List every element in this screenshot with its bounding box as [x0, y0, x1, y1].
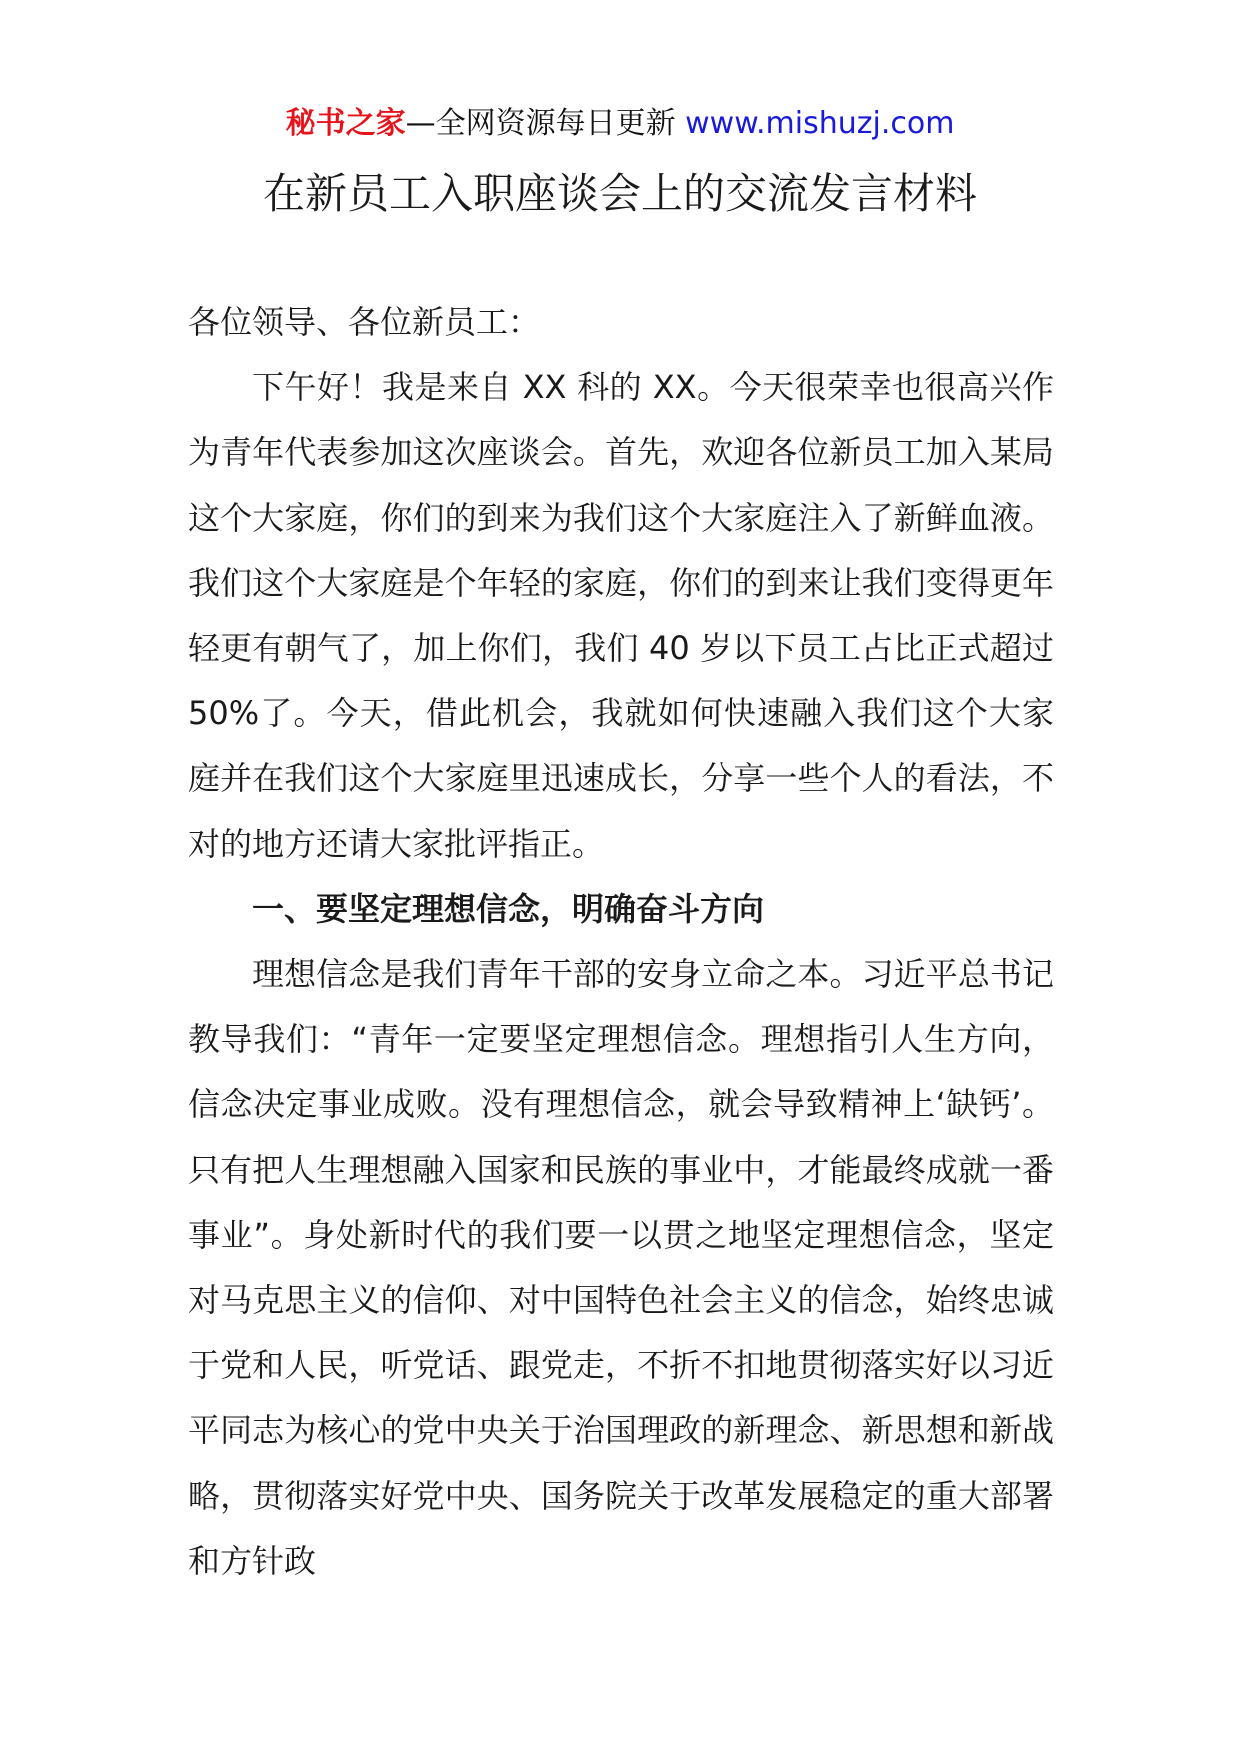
site-tagline: —全网资源每日更新 [405, 106, 686, 141]
document-body [188, 290, 1054, 1594]
salutation: 各位领导、各位新员工： [188, 303, 541, 341]
site-banner [0, 104, 1240, 144]
paragraph-greeting: 下午好！我是来自 XX 科的 XX。今天很荣幸也很高兴作为青年代表参加这次座谈会。首先，欢迎各位新员工加入某局这个大家庭，你们的到来为我们这个大家庭注入了新鲜血液。我们这个大家庭是个年轻的家庭，你们的到来让我们变得更年轻更有朝气了，加上你们，我们 40 岁以下员工占比正式超过 50%了。今天，借此机会，我就如何快速融入我们这个大家庭并在我们这个大家庭里迅速成长，分享一些个人的看法，不对的地方还请大家批评指正。 [188, 368, 1054, 863]
paragraph-ideals: 理想信念是我们青年干部的安身立命之本。习近平总书记教导我们：“青年一定要坚定理想信念。理想指引人生方向，信念决定事业成败。没有理想信念，就会导致精神上‘缺钙’。只有把人生理想融入国家和民族的事业中，才能最终成就一番事业”。身处新时代的我们要一以贯之地坚定理想信念，坚定对马克思主义的信仰、对中国特色社会主义的信念，始终忠诚于党和人民，听党话、跟党走，不折不扣地贯彻落实好以习近平同志为核心的党中央关于治国理政的新理念、新思想和新战略，贯彻落实好党中央、国务院关于改革发展稳定的重大部署和方针政 [188, 955, 1054, 1580]
site-brand: 秘书之家 [285, 106, 406, 141]
document-title: 在新员工入职座谈会上的交流发言材料 [262, 169, 977, 218]
section-heading-1: 一、要坚定理想信念，明确奋斗方向 [252, 889, 765, 928]
site-url: www.mishuzj.com [685, 106, 955, 141]
